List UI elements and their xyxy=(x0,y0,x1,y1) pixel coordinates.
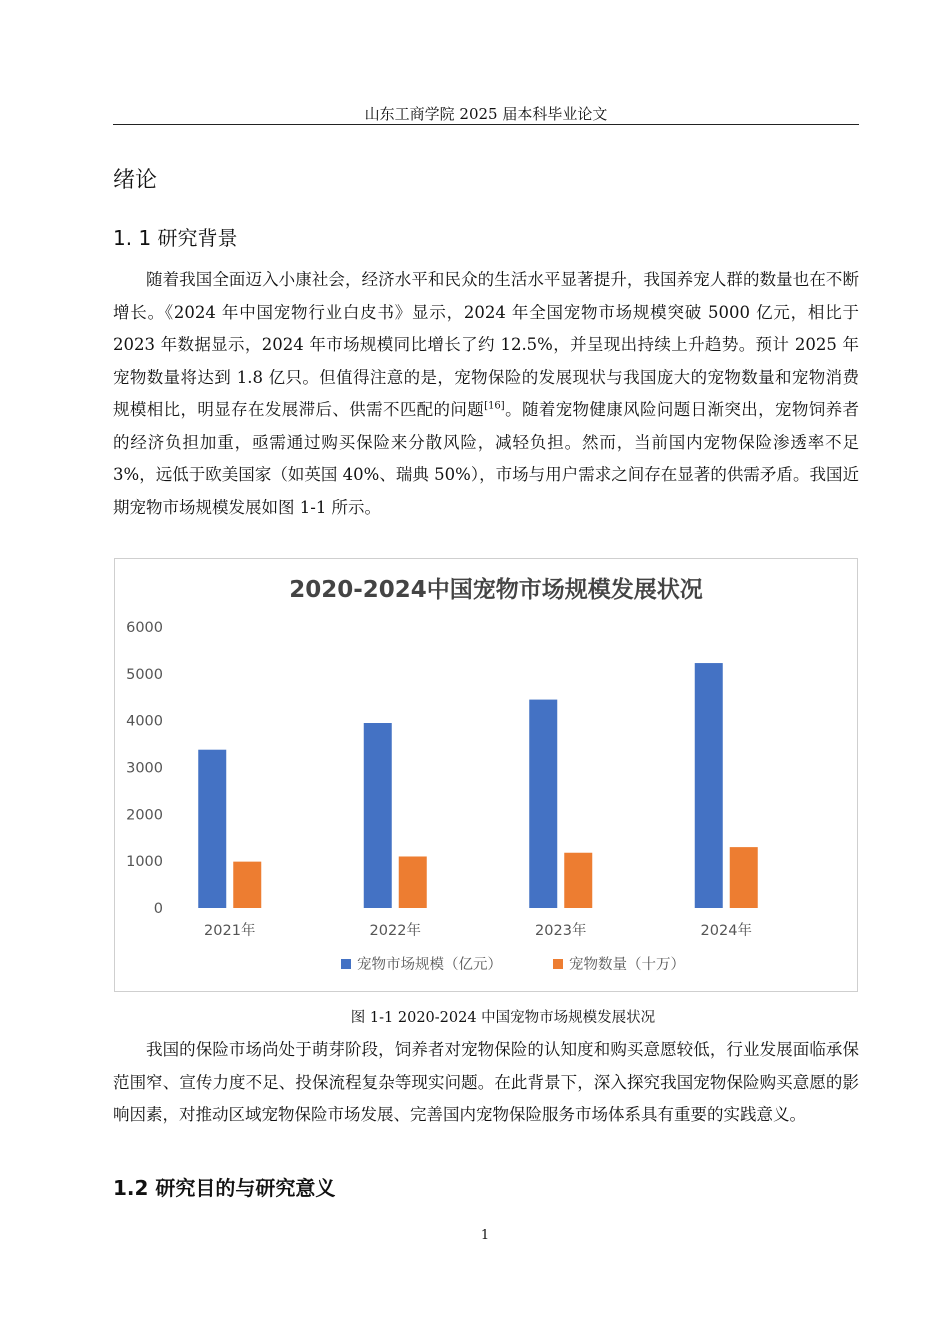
y-tick-label: 5000 xyxy=(126,666,163,683)
bar-market-size-3 xyxy=(529,700,557,908)
y-tick-label: 4000 xyxy=(126,713,163,730)
bar-market-size-2 xyxy=(364,723,392,908)
figure-1-1-chart xyxy=(114,558,858,992)
running-header: 山东工商学院 2025 届本科毕业论文 xyxy=(364,105,608,123)
x-tick-label: 2022年 xyxy=(369,923,421,939)
y-tick-label: 6000 xyxy=(126,620,163,636)
x-tick-label: 2024年 xyxy=(700,923,752,939)
subsection-title-1: 1. 1 研究背景 xyxy=(113,226,238,250)
bar-market-size-1 xyxy=(198,750,226,908)
bar-market-size-4 xyxy=(695,663,723,908)
subsection-title-2: 1.2 研究目的与研究意义 xyxy=(113,1176,336,1200)
paragraph-market-stage: 我国的保险市场尚处于萌芽阶段，饲养者对宠物保险的认知度和购买意愿较低，行业发展面临承保范围窄、宣传力度不足、投保流程复杂等现实问题。在此背景下，深入探究我国宠物保险购买意愿的影响因素，对推动区域宠物保险市场发展、完善国内宠物保险服务市场体系具有重要的实践意义。 xyxy=(113,1040,859,1124)
citation-16: [16] xyxy=(484,400,505,412)
paragraph-1-text-a: 随着我国全面迈入小康社会，经济水平和民众的生活水平显著提升，我国养宠人群的数量也在不断增长。《2024 年中国宠物行业白皮书》显示，2024 年全国宠物市场规模突破 5000 亿元，相比于 2023 年数据显示，2024 年市场规模同比增长了约 12.5%，并呈现出持续上升趋势。预计 2025 年宠物数量将达到 1.8 亿只。但值得注意的是，宠物保险的发展现状与我国庞大的宠物数量和宠物消费规模相比，明显存在发展滞后、供需不匹配的问题 xyxy=(113,270,859,419)
chart-title: 2020-2024中国宠物市场规模发展状况 xyxy=(289,577,703,603)
x-tick-label: 2021年 xyxy=(204,923,256,939)
paragraph-background xyxy=(113,264,859,524)
legend-swatch-2 xyxy=(553,959,563,969)
bar-pet-count-1 xyxy=(233,862,261,908)
legend-label-2: 宠物数量（十万） xyxy=(569,957,685,973)
bar-chart-svg xyxy=(115,559,857,991)
section-title: 绪论 xyxy=(113,168,158,193)
legend-swatch-1 xyxy=(341,959,351,969)
bar-pet-count-2 xyxy=(399,856,427,908)
bar-pet-count-4 xyxy=(730,847,758,908)
paragraph-1-text-b: 。随着宠物健康风险问题日渐突出，宠物饲养者的经济负担加重，亟需通过购买保险来分散风险，减轻负担。然而，当前国内宠物保险渗透率不足 3%，远低于欧美国家（如英国 40%、瑞典 50%），市场与用户需求之间存在显著的供需矛盾。我国近期宠物市场规模发展如图 1-1 所示。 xyxy=(113,400,860,517)
legend-label-1: 宠物市场规模（亿元） xyxy=(357,957,502,973)
y-tick-label: 1000 xyxy=(126,854,163,871)
figure-caption: 图 1-1 2020-2024 中国宠物市场规模发展状况 xyxy=(350,1010,656,1026)
header-rule xyxy=(113,124,859,125)
bar-pet-count-3 xyxy=(564,853,592,908)
page-number: 1 xyxy=(480,1228,490,1243)
x-tick-label: 2023年 xyxy=(535,923,587,939)
y-tick-label: 3000 xyxy=(126,760,163,777)
y-tick-label: 0 xyxy=(153,901,163,917)
y-tick-label: 2000 xyxy=(126,807,163,824)
